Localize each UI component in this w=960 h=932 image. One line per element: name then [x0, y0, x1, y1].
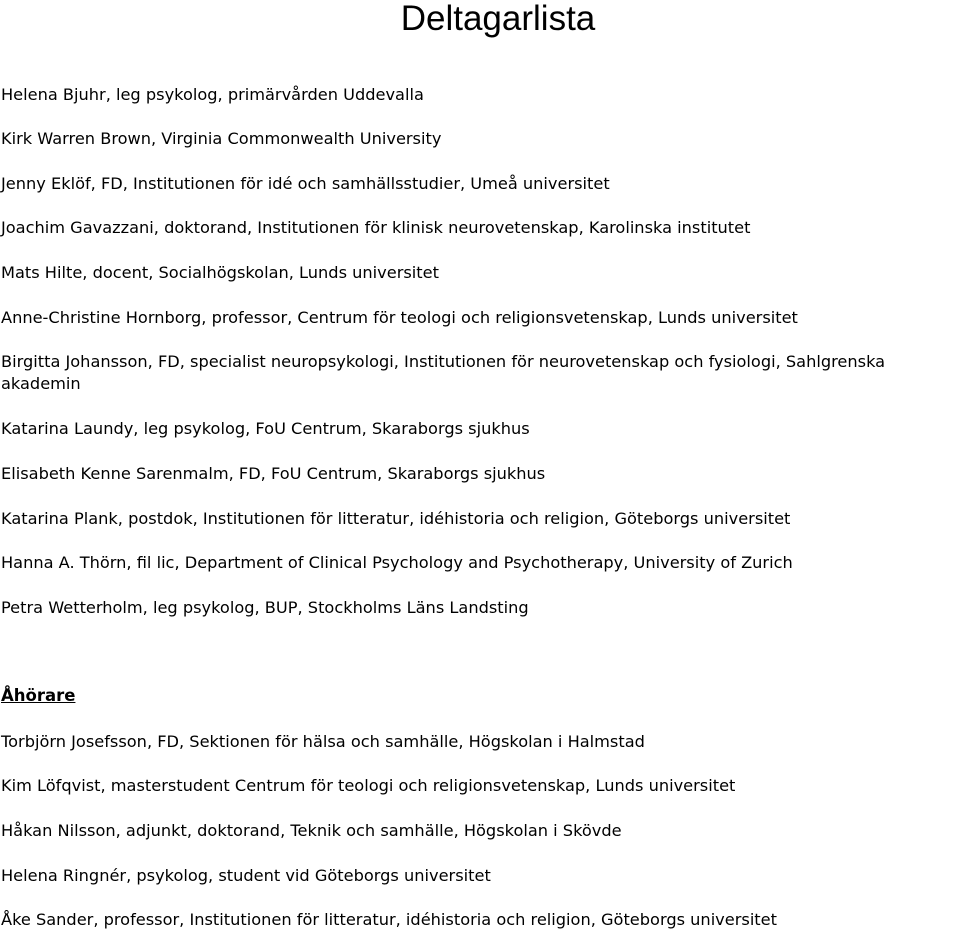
page-title: Deltagarlista	[400, 0, 596, 38]
audience-entry: Kim Löfqvist, masterstudent Centrum för teologi och religionsvetenskap, Lunds universitet	[1, 776, 736, 795]
participant-entry: Katarina Plank, postdok, Institutionen för litteratur, idéhistoria och religion, Göteborgs universitet	[1, 509, 791, 528]
participant-entry: Birgitta Johansson, FD, specialist neuropsykologi, Institutionen för neurovetenskap och fysiologi, Sahlgrenska akademin	[1, 352, 886, 393]
participant-entry: Joachim Gavazzani, doktorand, Institutionen för klinisk neurovetenskap, Karolinska institutet	[1, 218, 751, 237]
participant-entry: Petra Wetterholm, leg psykolog, BUP, Stockholms Läns Landsting	[1, 598, 529, 617]
participant-entry: Helena Bjuhr, leg psykolog, primärvården Uddevalla	[1, 85, 424, 104]
audience-heading: Åhörare	[1, 686, 76, 705]
participant-entry: Mats Hilte, docent, Socialhögskolan, Lunds universitet	[1, 263, 439, 282]
participant-entry: Hanna A. Thörn, fil lic, Department of Clinical Psychology and Psychotherapy, University of Zurich	[1, 553, 793, 572]
participant-entry: Elisabeth Kenne Sarenmalm, FD, FoU Centrum, Skaraborgs sjukhus	[1, 464, 546, 483]
participant-entry: Kirk Warren Brown, Virginia Commonwealth University	[1, 129, 442, 148]
participant-entry: Katarina Laundy, leg psykolog, FoU Centrum, Skaraborgs sjukhus	[1, 419, 530, 438]
audience-entry: Helena Ringnér, psykolog, student vid Göteborgs universitet	[1, 866, 491, 885]
audience-entry: Åke Sander, professor, Institutionen för litteratur, idéhistoria och religion, Göteborgs universitet	[1, 910, 777, 929]
audience-entry: Håkan Nilsson, adjunkt, doktorand, Teknik och samhälle, Högskolan i Skövde	[1, 821, 622, 840]
audience-entry: Torbjörn Josefsson, FD, Sektionen för hälsa och samhälle, Högskolan i Halmstad	[1, 732, 645, 751]
participant-entry: Jenny Eklöf, FD, Institutionen för idé och samhällsstudier, Umeå universitet	[1, 174, 610, 193]
participant-entry: Anne-Christine Hornborg, professor, Centrum för teologi och religionsvetenskap, Lunds universitet	[1, 308, 798, 327]
